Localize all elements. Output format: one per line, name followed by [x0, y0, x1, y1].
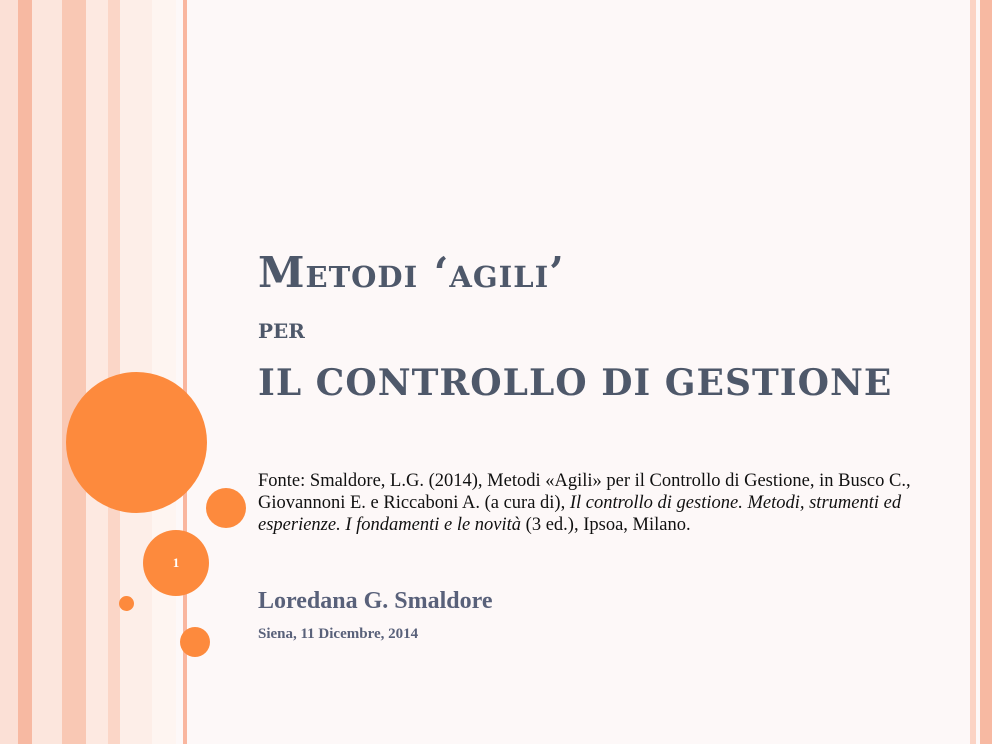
- decorative-circle-large: [66, 372, 207, 513]
- decorative-stripe: [0, 0, 18, 744]
- decorative-stripe: [62, 0, 86, 744]
- decorative-stripe: [152, 0, 176, 744]
- slide-title-line-1: Metodi ‘agili’: [258, 248, 565, 297]
- decorative-circle: [206, 488, 246, 528]
- decorative-stripe: [32, 0, 62, 744]
- decorative-stripe: [18, 0, 32, 744]
- decorative-circle: [180, 627, 210, 657]
- source-citation-suffix: (3 ed.), Ipsoa, Milano.: [521, 515, 691, 535]
- source-citation-prefix: Fonte: Smaldore, L.G. (2014), Metodi «Agili» per il Controllo di Gestione, in Busco C., Giovannoni E. e Riccaboni A. (a cura di),: [258, 471, 911, 513]
- decorative-stripe: [86, 0, 108, 744]
- date-line: Siena, 11 Dicembre, 2014: [258, 626, 419, 642]
- source-book-title: Il controllo di gestione. Metodi, strumenti ed esperienze. I fondamenti e le novità: [258, 493, 902, 535]
- decorative-stripe: [970, 0, 976, 744]
- slide-title-line-3: IL CONTROLLO DI GESTIONE: [258, 362, 893, 404]
- decorative-stripe: [980, 0, 992, 744]
- slide-title-line-2: per: [258, 312, 305, 345]
- source-citation: [258, 470, 978, 536]
- author-name: Loredana G. Smaldore: [258, 588, 493, 614]
- decorative-stripe: [108, 0, 120, 744]
- decorative-circle-small: [119, 596, 134, 611]
- slide-number: 1: [172, 555, 180, 570]
